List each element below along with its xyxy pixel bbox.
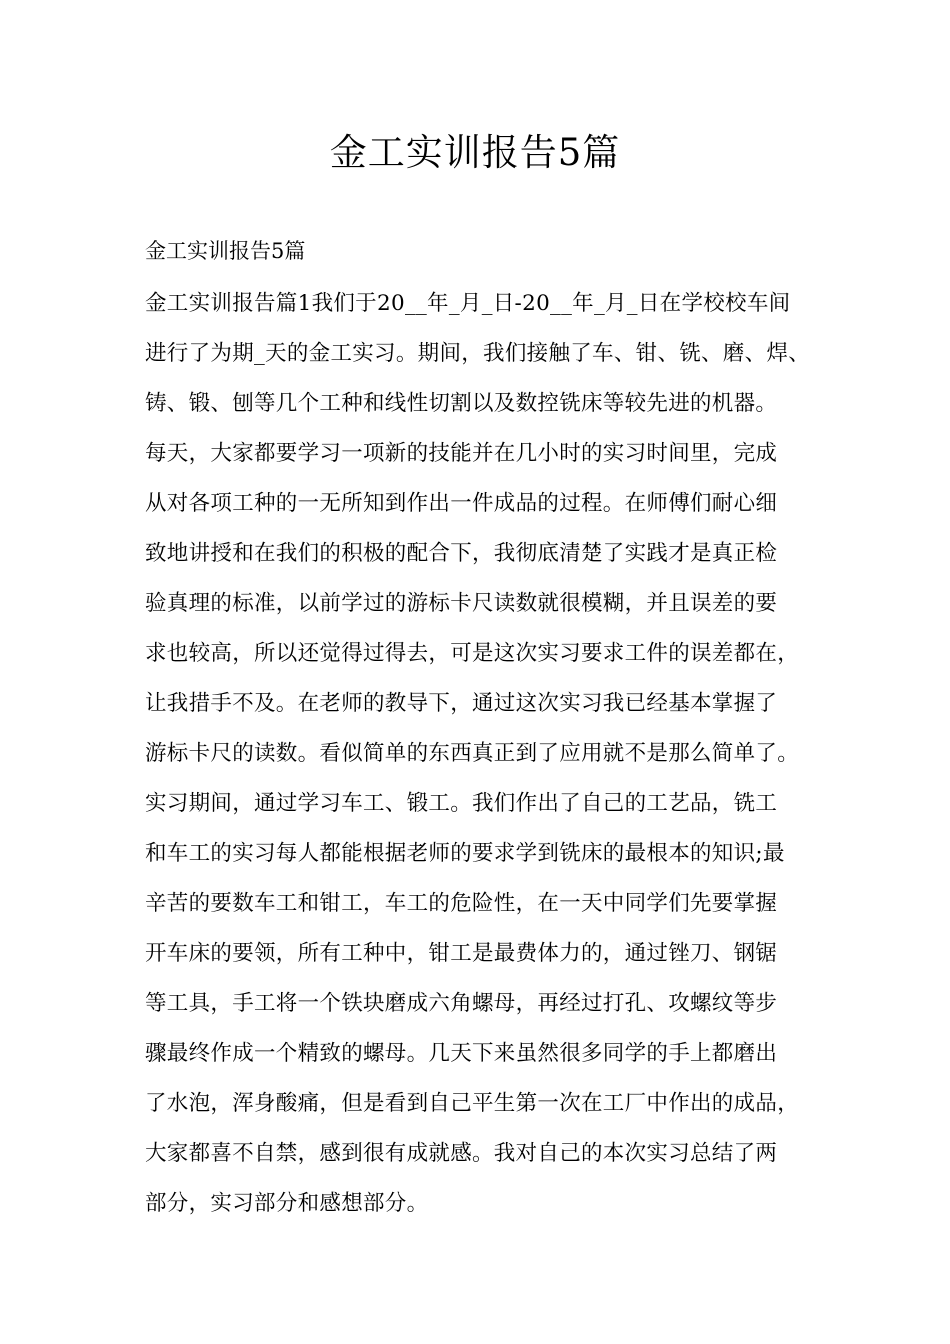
body-line: 游标卡尺的读数。看似简单的东西真正到了应用就不是那么简单了。	[145, 741, 800, 766]
body-line: 求也较高，所以还觉得过得去，可是这次实习要求工件的误差都在，	[145, 641, 800, 666]
body-line: 铸、锻、刨等几个工种和线性切割以及数控铣床等较先进的机器。	[145, 391, 778, 416]
body-line: 实习期间，通过学习车工、锻工。我们作出了自己的工艺品，铣工	[145, 791, 778, 816]
body-line: 金工实训报告篇1我们于20__年_月_日-20__年_月_日在学校校车间	[145, 291, 791, 316]
body-line: 等工具，手工将一个铁块磨成六角螺母，再经过打孔、攻螺纹等步	[145, 991, 778, 1016]
body-line: 开车床的要领，所有工种中，钳工是最费体力的，通过锉刀、钢锯	[145, 941, 778, 966]
document-body	[145, 287, 815, 1237]
body-line: 从对各项工种的一无所知到作出一件成品的过程。在师傅们耐心细	[145, 491, 778, 516]
body-line: 让我措手不及。在老师的教导下，通过这次实习我已经基本掌握了	[145, 691, 778, 716]
body-line: 辛苦的要数车工和钳工，车工的危险性，在一天中同学们先要掌握	[145, 891, 778, 916]
document-title: 金工实训报告5篇	[329, 131, 621, 174]
body-line: 部分，实习部分和感想部分。	[145, 1191, 429, 1216]
body-line: 验真理的标准，以前学过的游标卡尺读数就很模糊，并且误差的要	[145, 591, 778, 616]
document-subtitle: 金工实训报告5篇	[145, 239, 306, 263]
body-line: 致地讲授和在我们的积极的配合下，我彻底清楚了实践才是真正检	[145, 541, 778, 566]
body-line: 骤最终作成一个精致的螺母。几天下来虽然很多同学的手上都磨出	[145, 1041, 778, 1066]
body-line: 大家都喜不自禁，感到很有成就感。我对自己的本次实习总结了两	[145, 1141, 778, 1166]
body-line: 和车工的实习每人都能根据老师的要求学到铣床的最根本的知识;最	[145, 841, 785, 866]
body-line: 进行了为期_天的金工实习。期间，我们接触了车、钳、铣、磨、焊、	[145, 341, 811, 366]
body-line: 每天，大家都要学习一项新的技能并在几小时的实习时间里，完成	[145, 441, 778, 466]
body-line: 了水泡，浑身酸痛，但是看到自己平生第一次在工厂中作出的成品，	[145, 1091, 800, 1116]
